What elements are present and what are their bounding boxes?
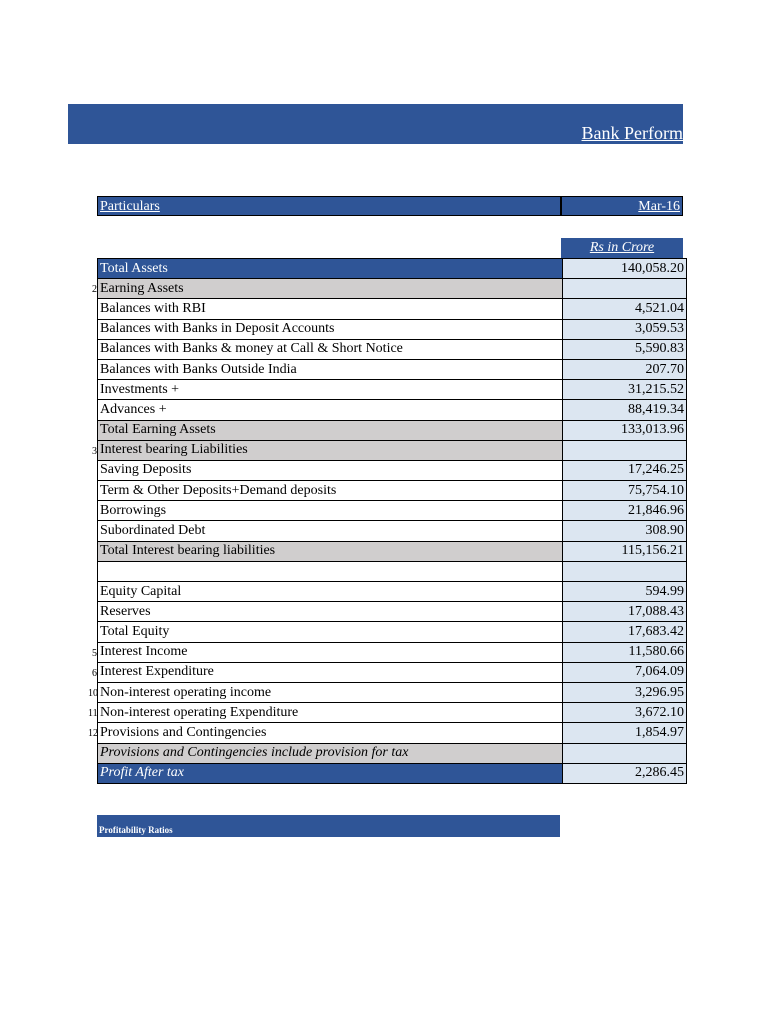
table-row[interactable]	[98, 763, 687, 783]
row-value[interactable]: 115,156.21	[563, 541, 687, 561]
row-label: Non-interest operating Expenditure	[100, 704, 299, 720]
table-row[interactable]	[98, 622, 687, 642]
row-label-cell[interactable]	[88, 703, 563, 723]
row-label-cell[interactable]	[98, 400, 563, 420]
row-label-cell[interactable]	[98, 521, 563, 541]
row-label: Balances with RBI	[100, 300, 206, 316]
row-label-cell[interactable]	[98, 561, 563, 581]
row-label: Balances with Banks in Deposit Accounts	[100, 321, 335, 337]
table-row[interactable]	[98, 521, 687, 541]
table-row[interactable]	[98, 642, 687, 662]
table-row[interactable]	[98, 380, 687, 400]
row-value[interactable]: 75,754.10	[563, 481, 687, 501]
row-label: Total Assets	[100, 260, 168, 276]
row-number: 10	[88, 687, 98, 699]
row-label-cell[interactable]	[98, 299, 563, 319]
row-value[interactable]: 11,580.66	[563, 642, 687, 662]
row-label-cell[interactable]	[98, 460, 563, 480]
table-row[interactable]	[98, 682, 687, 702]
row-label-cell[interactable]	[92, 440, 563, 460]
table-row[interactable]	[98, 279, 687, 299]
row-label-cell[interactable]	[98, 319, 563, 339]
row-value[interactable]: 2,286.45	[563, 763, 687, 783]
row-number: 2	[92, 284, 97, 296]
row-label: Balances with Banks & money at Call & Short Notice	[100, 341, 403, 357]
particulars-header[interactable]: Particulars	[97, 196, 561, 216]
row-number: 11	[88, 708, 98, 720]
row-value[interactable]: 3,296.95	[563, 682, 687, 702]
row-value[interactable]	[563, 561, 687, 581]
table-row[interactable]	[98, 723, 687, 743]
table-row[interactable]	[98, 299, 687, 319]
row-label: Borrowings	[100, 502, 167, 518]
row-value[interactable]: 133,013.96	[563, 420, 687, 440]
report-banner	[68, 104, 683, 144]
row-label: Equity Capital	[100, 583, 182, 599]
row-value[interactable]: 17,088.43	[563, 602, 687, 622]
row-label: Balances with Banks Outside India	[100, 361, 297, 377]
table-row[interactable]	[98, 481, 687, 501]
row-label-cell[interactable]	[88, 723, 563, 743]
row-value[interactable]: 4,521.04	[563, 299, 687, 319]
row-value[interactable]: 17,683.42	[563, 622, 687, 642]
row-label-cell[interactable]	[98, 582, 563, 602]
row-value[interactable]: 308.90	[563, 521, 687, 541]
row-value[interactable]: 88,419.34	[563, 400, 687, 420]
row-label: Interest Income	[100, 644, 188, 660]
table-row[interactable]	[98, 440, 687, 460]
row-label-cell[interactable]	[98, 743, 563, 763]
row-value[interactable]: 3,672.10	[563, 703, 687, 723]
row-label: Profit After tax	[100, 765, 184, 781]
row-label: Non-interest operating income	[100, 684, 272, 700]
row-label: Saving Deposits	[100, 462, 192, 478]
row-label-cell[interactable]	[98, 339, 563, 359]
row-label: Advances +	[100, 401, 167, 417]
row-value[interactable]: 3,059.53	[563, 319, 687, 339]
row-label-cell[interactable]	[92, 642, 563, 662]
table-row[interactable]	[98, 359, 687, 379]
row-label-cell[interactable]	[98, 481, 563, 501]
report-title: Bank Perform	[581, 123, 683, 143]
financials-table	[88, 258, 687, 784]
row-label: Provisions and Contingencies include provision for tax	[100, 745, 409, 761]
row-number: 1	[92, 264, 97, 275]
row-label-cell[interactable]	[98, 622, 563, 642]
row-label: Subordinated Debt	[100, 523, 206, 539]
row-label: Investments +	[100, 381, 180, 397]
row-label-cell[interactable]	[92, 279, 563, 299]
table-row[interactable]	[98, 743, 687, 763]
table-row[interactable]	[98, 259, 687, 279]
table-row[interactable]	[98, 460, 687, 480]
row-label-cell[interactable]	[98, 763, 563, 783]
table-row[interactable]	[98, 501, 687, 521]
row-number: 5	[92, 647, 97, 659]
table-row[interactable]	[98, 561, 687, 581]
table-row[interactable]	[98, 602, 687, 622]
table-row[interactable]	[98, 703, 687, 723]
row-label-cell[interactable]	[88, 682, 563, 702]
row-label-cell[interactable]	[92, 662, 563, 682]
period-header[interactable]: Mar-16	[561, 196, 683, 216]
row-label-cell[interactable]	[98, 420, 563, 440]
table-row[interactable]	[98, 319, 687, 339]
row-label: Total Earning Assets	[100, 422, 216, 438]
row-value[interactable]	[563, 440, 687, 460]
table-row[interactable]	[98, 420, 687, 440]
table-row[interactable]	[98, 541, 687, 561]
row-label-cell[interactable]	[92, 259, 563, 279]
row-label: Reserves	[100, 603, 151, 619]
row-value[interactable]: 7,064.09	[563, 662, 687, 682]
row-label-cell[interactable]	[98, 541, 563, 561]
row-value[interactable]: 5,590.83	[563, 339, 687, 359]
row-label-cell[interactable]	[98, 602, 563, 622]
row-label-cell[interactable]	[98, 359, 563, 379]
table-row[interactable]	[98, 662, 687, 682]
row-label: Interest Expenditure	[100, 664, 214, 680]
row-number: 3	[92, 445, 97, 457]
table-row[interactable]	[98, 339, 687, 359]
row-value[interactable]: 1,854.97	[563, 723, 687, 743]
row-label: Total Interest bearing liabilities	[100, 543, 276, 559]
row-number: 6	[92, 667, 97, 679]
row-value[interactable]: 31,215.52	[563, 380, 687, 400]
row-label: Earning Assets	[100, 280, 184, 296]
row-value[interactable]: 140,058.20	[563, 259, 687, 279]
row-label: Provisions and Contingencies	[100, 724, 267, 740]
row-value[interactable]: 207.70	[563, 359, 687, 379]
row-number: 12	[88, 728, 98, 740]
row-label: Term & Other Deposits+Demand deposits	[100, 482, 337, 498]
row-value[interactable]: 21,846.96	[563, 501, 687, 521]
row-value[interactable]: 17,246.25	[563, 460, 687, 480]
row-value[interactable]	[563, 279, 687, 299]
table-row[interactable]	[98, 400, 687, 420]
row-label-cell[interactable]	[98, 380, 563, 400]
row-value[interactable]	[563, 743, 687, 763]
row-label: Total Equity	[100, 623, 170, 639]
unit-label: Rs in Crore	[561, 238, 683, 258]
profitability-ratios-header: Profitability Ratios	[97, 815, 560, 837]
row-label: Interest bearing Liabilities	[100, 442, 248, 458]
table-row[interactable]	[98, 582, 687, 602]
row-label-cell[interactable]	[98, 501, 563, 521]
row-value[interactable]: 594.99	[563, 582, 687, 602]
